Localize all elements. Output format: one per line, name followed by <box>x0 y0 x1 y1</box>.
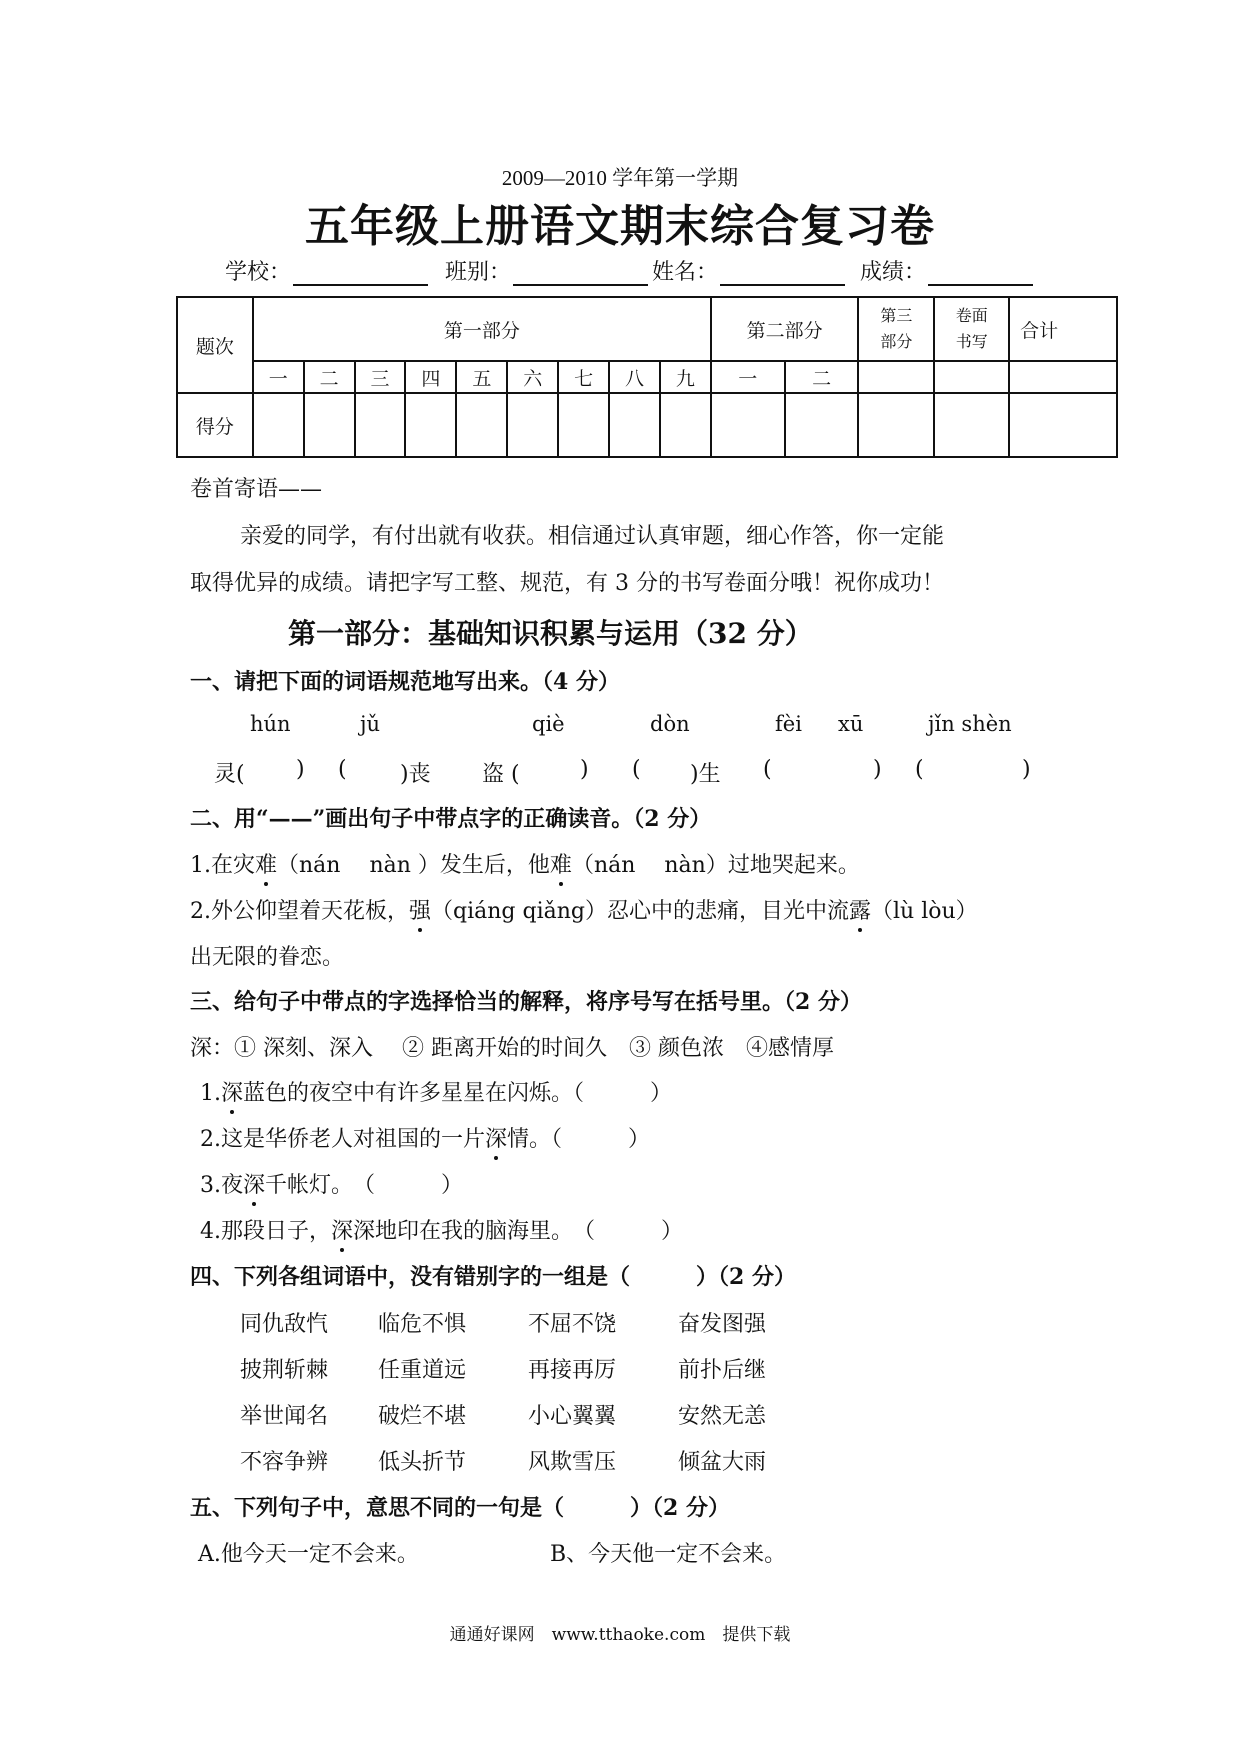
q1-text: ( <box>763 757 772 782</box>
part1-item: 四 <box>405 361 456 393</box>
exam-title: 五年级上册语文期末综合复习卷 <box>305 201 935 252</box>
question-3-title: 三、给句子中带点的字选择恰当的解释，将序号写在括号里。（2 分） <box>190 989 862 1015</box>
footer-credit: 通通好课网 www.tthaoke.com 提供下载 <box>449 1625 791 1645</box>
school-label: 学校： <box>225 260 292 285</box>
q1-text: )丧 <box>400 762 431 787</box>
blank-cell <box>1009 361 1117 393</box>
items-row-label: 题次 <box>177 297 253 393</box>
q5-option-b: B、今天他一定不会来。 <box>550 1542 787 1567</box>
q1-text: 灵( <box>214 762 245 787</box>
handwriting-header: 卷面 书写 <box>934 297 1009 361</box>
word-group: 前扑后继 <box>678 1358 767 1383</box>
part1-item: 五 <box>456 361 507 393</box>
section-1-title: 第一部分：基础知识积累与运用（32 分） <box>288 617 813 650</box>
word-group: 低头折节 <box>378 1450 467 1475</box>
score-cell[interactable] <box>456 393 507 457</box>
word-group: 倾盆大雨 <box>678 1450 767 1475</box>
student-info-line <box>225 255 1037 286</box>
score-table <box>176 296 1118 458</box>
q3-item-4: 4.那段日子，深深地印在我的脑海里。 （ ） <box>200 1214 683 1245</box>
score-label: 成绩： <box>860 260 927 285</box>
word-group: 临危不惧 <box>378 1312 467 1337</box>
preface-line-1: 亲爱的同学，有付出就有收获。相信通过认真审题，细心作答，你一定能 <box>240 524 945 549</box>
q2-sentence-2: 2.外公仰望着天花板，强（qiáng qiǎng）忍心中的悲痛，目光中流露（lù lòu） <box>190 894 978 925</box>
score-cell[interactable] <box>858 393 934 457</box>
q1-text: ( <box>915 757 924 782</box>
class-blank[interactable] <box>513 262 648 286</box>
pinyin: xū <box>838 712 864 736</box>
word-group: 举世闻名 <box>240 1404 329 1429</box>
q1-text: ) <box>580 757 589 782</box>
score-cell[interactable] <box>558 393 609 457</box>
q1-text: )生 <box>690 762 721 787</box>
part3-header: 第三 部分 <box>858 297 934 361</box>
score-cell[interactable] <box>355 393 406 457</box>
word-group: 小心翼翼 <box>528 1404 617 1429</box>
name-label: 姓名： <box>652 260 719 285</box>
q3-item-2: 2.这是华侨老人对祖国的一片深情。（ ） <box>200 1122 650 1153</box>
term-subtitle: 2009—2010 学年第一学期 <box>501 166 739 190</box>
part1-item: 八 <box>609 361 660 393</box>
score-cell[interactable] <box>1009 393 1117 457</box>
part1-header: 第一部分 <box>253 297 711 361</box>
score-cell[interactable] <box>304 393 355 457</box>
word-group: 不屈不饶 <box>528 1312 617 1337</box>
q1-text: ( <box>338 757 347 782</box>
part2-item: 二 <box>785 361 859 393</box>
score-blank[interactable] <box>928 262 1033 286</box>
blank-cell <box>858 361 934 393</box>
question-4-title: 四、下列各组词语中，没有错别字的一组是（ ）（2 分） <box>190 1264 796 1290</box>
part2-header: 第二部分 <box>711 297 859 361</box>
score-cell[interactable] <box>253 393 304 457</box>
pinyin: jǐn shèn <box>928 712 1012 736</box>
q1-text: ( <box>632 757 641 782</box>
q1-text: 盗 ( <box>482 762 520 787</box>
score-cell[interactable] <box>405 393 456 457</box>
school-blank[interactable] <box>293 262 428 286</box>
q3-item-1: 1.深蓝色的夜空中有许多星星在闪烁。（ ） <box>200 1076 672 1107</box>
score-cell[interactable] <box>507 393 558 457</box>
pinyin: fèi <box>775 712 802 736</box>
q5-option-a: A.他今天一定不会来。 <box>198 1542 419 1567</box>
q2-sentence-2-cont: 出无限的眷恋。 <box>190 945 345 970</box>
score-cell[interactable] <box>934 393 1009 457</box>
q3-item-3: 3.夜深千帐灯。 （ ） <box>200 1168 463 1199</box>
word-group: 风欺雪压 <box>528 1450 617 1475</box>
part2-item: 一 <box>711 361 785 393</box>
pinyin: hún <box>250 712 291 736</box>
part1-item: 一 <box>253 361 304 393</box>
q1-text: ) <box>873 757 882 782</box>
word-group: 破烂不堪 <box>378 1404 467 1429</box>
word-group: 同仇敌忾 <box>240 1312 329 1337</box>
part1-item: 二 <box>304 361 355 393</box>
word-group: 安然无恙 <box>678 1404 767 1429</box>
q1-text: ) <box>1022 757 1031 782</box>
word-group: 任重道远 <box>378 1358 467 1383</box>
pinyin: qiè <box>532 712 565 736</box>
q3-options: 深：① 深刻、深入 ② 距离开始的时间久 ③ 颜色浓 ④感情厚 <box>190 1036 834 1061</box>
total-header: 合计 <box>1009 297 1117 361</box>
score-row-label: 得分 <box>177 393 253 457</box>
question-5-title: 五、下列句子中，意思不同的一句是（ ）（2 分） <box>190 1495 730 1521</box>
word-group: 披荆斩棘 <box>240 1358 329 1383</box>
question-2-title: 二、用“——”画出句子中带点字的正确读音。（2 分） <box>190 806 712 832</box>
part1-item: 三 <box>355 361 406 393</box>
part1-item: 九 <box>660 361 711 393</box>
word-group: 再接再厉 <box>528 1358 617 1383</box>
part1-item: 六 <box>507 361 558 393</box>
preface-line-2: 取得优异的成绩。请把字写工整、规范，有 3 分的书写卷面分哦！祝你成功！ <box>190 571 944 596</box>
pinyin: jǔ <box>360 712 381 736</box>
question-1-title: 一、请把下面的词语规范地写出来。（4 分） <box>190 669 620 695</box>
score-cell[interactable] <box>785 393 859 457</box>
class-label: 班别： <box>445 260 512 285</box>
score-cell[interactable] <box>660 393 711 457</box>
word-group: 不容争辨 <box>240 1450 329 1475</box>
word-group: 奋发图强 <box>678 1312 767 1337</box>
q1-text: ) <box>296 757 305 782</box>
pinyin: dòn <box>650 712 690 736</box>
name-blank[interactable] <box>720 262 845 286</box>
score-cell[interactable] <box>609 393 660 457</box>
part1-item: 七 <box>558 361 609 393</box>
preface-label: 卷首寄语—— <box>190 477 323 502</box>
blank-cell <box>934 361 1009 393</box>
q2-sentence-1: 1.在灾难（nán nàn ）发生后，他难（nán nàn）过地哭起来。 <box>190 848 860 879</box>
score-cell[interactable] <box>711 393 785 457</box>
